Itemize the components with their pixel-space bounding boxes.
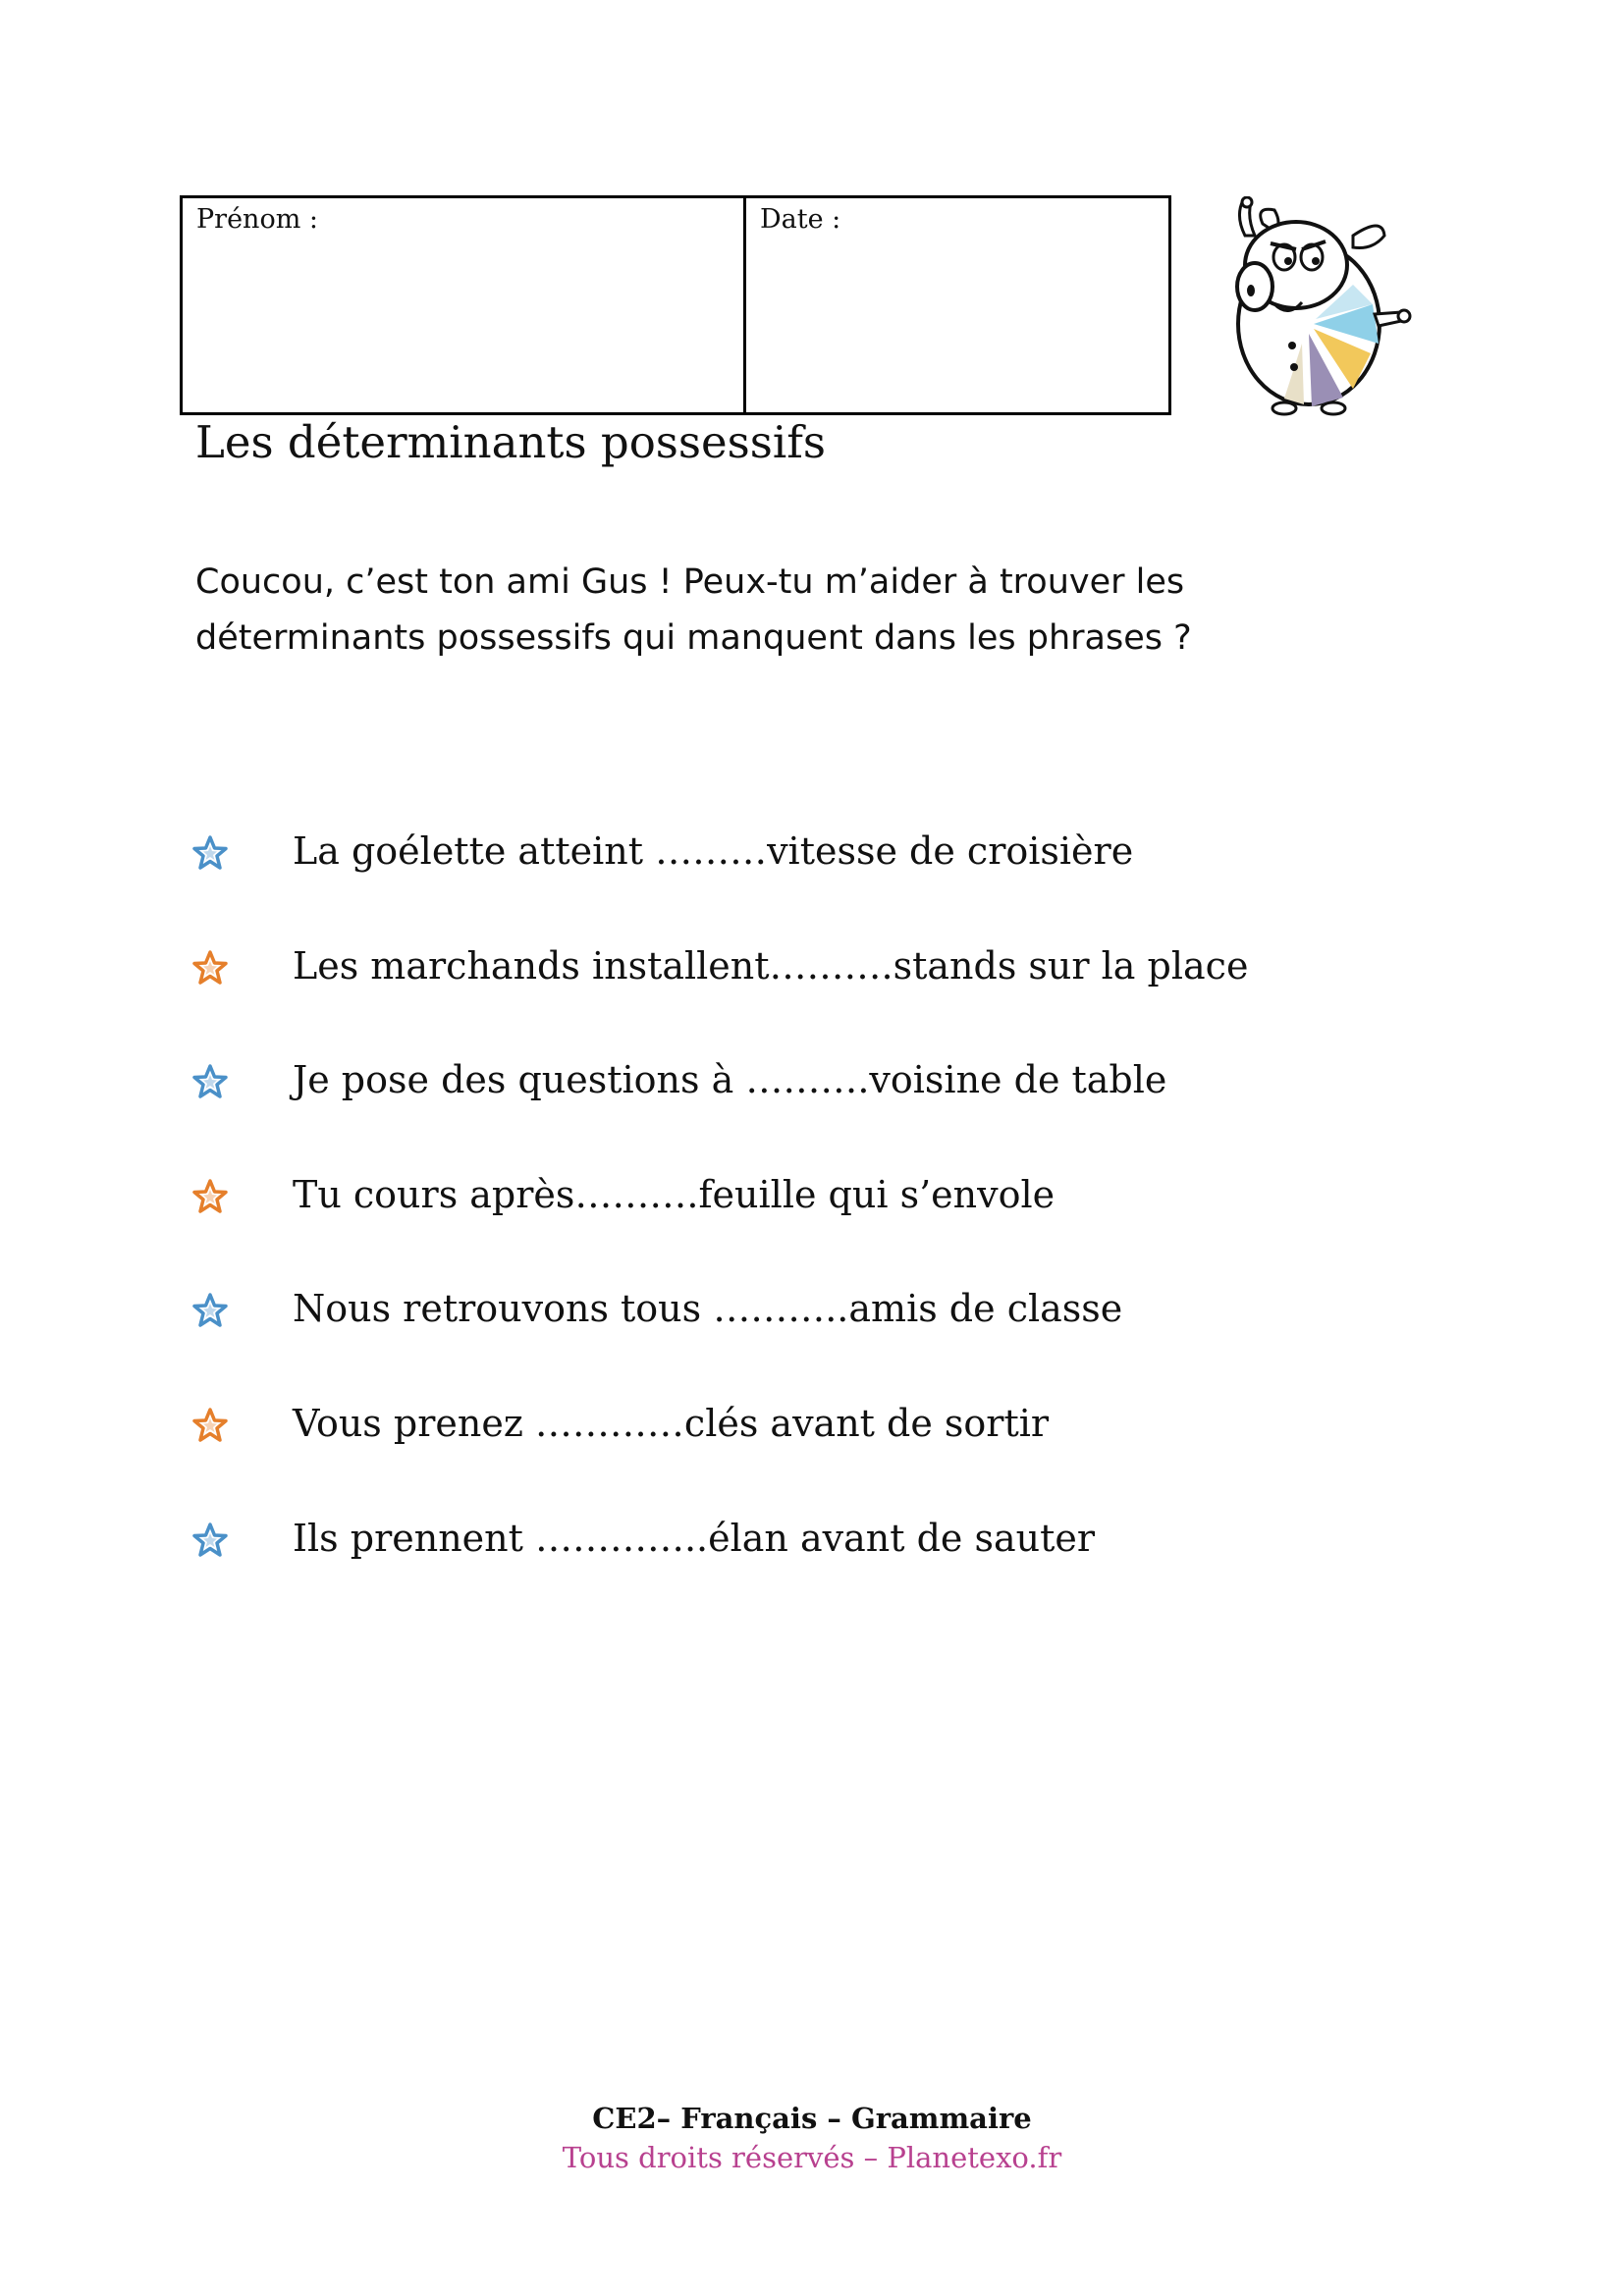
sentence-item [192,1165,1371,1280]
footer-course-label: CE2– Français – Grammaire [592,2102,1032,2135]
sentence-item [192,936,1371,1051]
star-icon [192,1179,228,1214]
star-icon [192,1408,228,1443]
instructions-text: Coucou, c’est ton ami Gus ! Peux-tu m’aider à trouver les déterminants possessifs qui manquent dans les phrases ? [195,562,1192,658]
star-icon [192,1293,228,1328]
sheep-mascot-icon [1206,196,1412,417]
sentence-item [192,1050,1371,1165]
sentence-text: Nous retrouvons tous ………..amis de classe [293,1287,1123,1331]
sentence-text: Tu cours après……….feuille qui s’envole [293,1172,1056,1216]
sentence-text: La goélette atteint ………vitesse de croisière [293,829,1134,873]
star-icon [192,835,228,871]
footer-copyright: Tous droits réservés – Planetexo.fr [562,2141,1062,2174]
worksheet-title: Les déterminants possessifs [195,416,826,468]
star-icon [192,1064,228,1099]
sentence-list [192,822,1371,1623]
sentence-item [192,1279,1371,1394]
star-icon [192,950,228,986]
date-field[interactable] [746,198,1168,412]
date-label: Date : [760,204,841,235]
sentence-item [192,822,1371,936]
footer [0,2099,1624,2177]
sentence-text: Vous prenez …………clés avant de sortir [293,1401,1050,1445]
sentence-item [192,1394,1371,1509]
sentence-text: Ils prennent …………..élan avant de sauter [293,1516,1096,1560]
prenom-label: Prénom : [196,204,318,235]
prenom-field[interactable] [183,198,746,412]
name-date-box [180,195,1171,415]
star-icon [192,1522,228,1558]
sentence-item [192,1509,1371,1624]
sentence-text: Je pose des questions à ……….voisine de table [293,1058,1167,1102]
sentence-text: Les marchands installent……….stands sur la place [293,943,1249,988]
